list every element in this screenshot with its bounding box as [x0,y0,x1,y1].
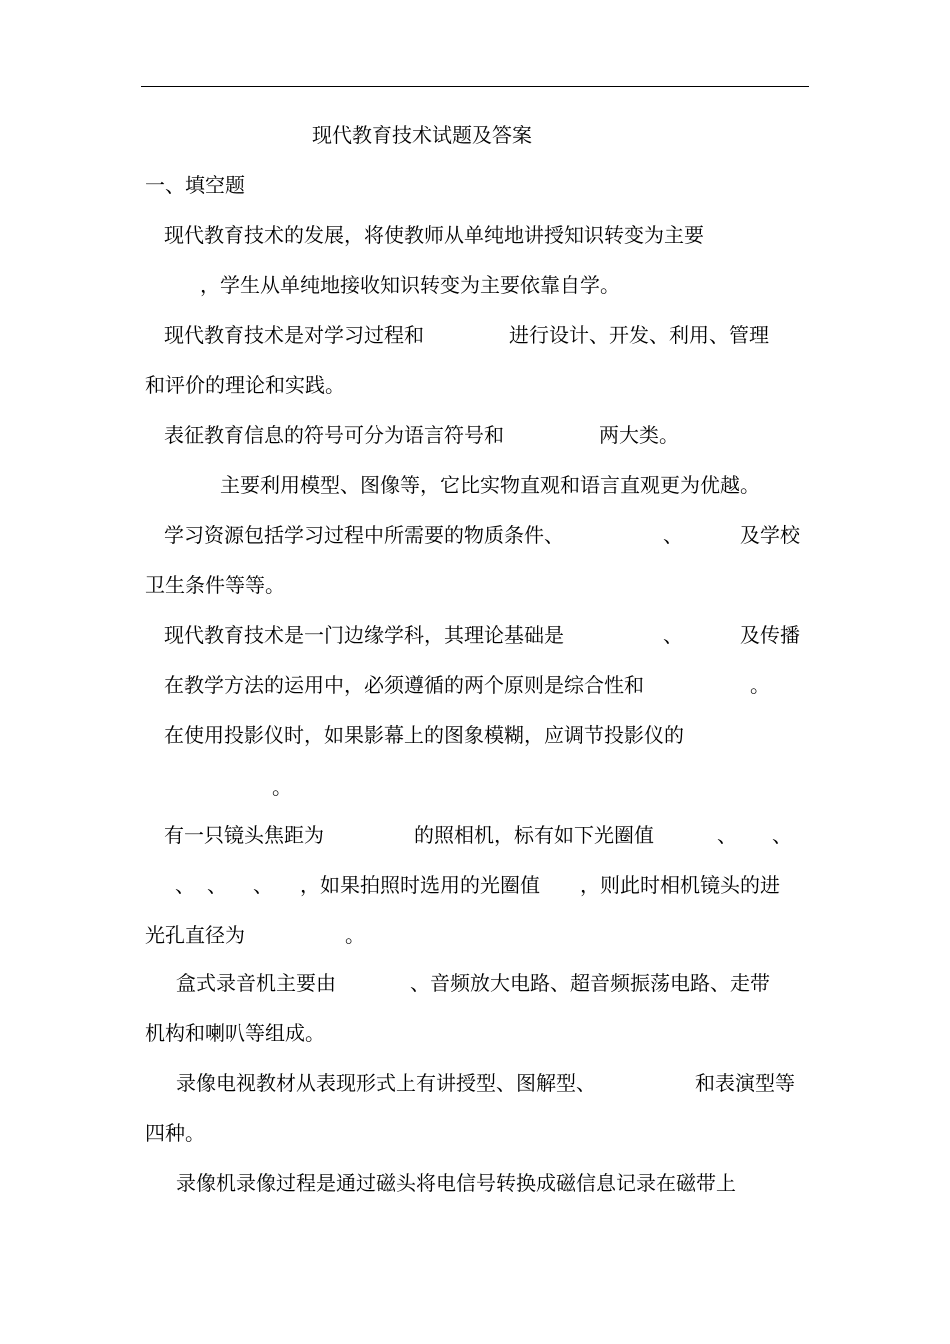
question-line [0,720,950,750]
question-text: 光孔直径为 [145,923,245,947]
question-text: 两大类。 [599,423,679,447]
question-text: 四种。 [145,1121,205,1145]
question-text: 现代教育技术是对学习过程和 [164,323,424,347]
question-text: 和表演型等 [695,1071,795,1095]
question-text: 表征教育信息的符号可分为语言符号和 [164,423,504,447]
question-text: 在使用投影仪时，如果影幕上的图象模糊，应调节投影仪的 [164,723,684,747]
header-rule [141,86,809,87]
doc-title [0,120,950,150]
question-text: 、音频放大电路、超音频振荡电路、走带 [410,971,770,995]
question-line [0,570,950,600]
question-line [0,270,950,300]
question-text: 、 [175,873,195,897]
question-text: 。 [272,775,292,799]
question-text: 在教学方法的运用中，必须遵循的两个原则是综合性和 [164,673,644,697]
question-text: 有一只镜头焦距为 [164,823,324,847]
section-heading-text: 一、填空题 [145,173,245,197]
question-text: 。 [750,673,770,697]
question-text: 及学校 [740,523,800,547]
question-line [0,870,950,900]
question-text: ，则此时相机镜头的进 [580,873,780,897]
question-line [0,968,950,998]
question-line [0,420,950,450]
question-text: 、 [717,823,737,847]
question-line [0,1018,950,1048]
question-text: 、 [663,623,683,647]
question-text: 的照相机，标有如下光圈值 [414,823,654,847]
question-line [0,620,950,650]
question-text: 和评价的理论和实践。 [145,373,345,397]
question-text: 盒式录音机主要由 [176,971,336,995]
question-line [0,520,950,550]
question-text: 、 [772,823,792,847]
question-line [0,470,950,500]
question-line [0,370,950,400]
question-text: 及传播 [740,623,800,647]
question-text: 主要利用模型、图像等，它比实物直观和语言直观更为优越。 [220,473,760,497]
question-line [0,772,950,802]
question-line [0,220,950,250]
question-line [0,1118,950,1148]
question-line [0,670,950,700]
question-text: 现代教育技术的发展，将使教师从单纯地讲授知识转变为主要 [164,223,704,247]
question-text: 现代教育技术是一门边缘学科，其理论基础是 [164,623,564,647]
question-text: 学习资源包括学习过程中所需要的物质条件、 [164,523,564,547]
question-text: 、 [663,523,683,547]
question-text: 进行设计、开发、利用、管理 [509,323,769,347]
question-text: 录像机录像过程是通过磁头将电信号转换成磁信息记录在磁带上 [176,1171,736,1195]
question-text: 、 [253,873,273,897]
question-text: 录像电视教材从表现形式上有讲授型、图解型、 [176,1071,596,1095]
question-line [0,1168,950,1198]
question-text: 。 [345,923,365,947]
question-line [0,820,950,850]
question-line [0,1068,950,1098]
section-heading [0,170,950,200]
question-text: 机构和喇叭等组成。 [145,1021,325,1045]
question-text: ，如果拍照时选用的光圈值 [300,873,540,897]
question-text: ，学生从单纯地接收知识转变为主要依靠自学。 [200,273,620,297]
question-line [0,920,950,950]
question-text: 卫生条件等等。 [145,573,285,597]
question-line [0,320,950,350]
doc-title-text: 现代教育技术试题及答案 [312,123,532,147]
question-text: 、 [207,873,227,897]
